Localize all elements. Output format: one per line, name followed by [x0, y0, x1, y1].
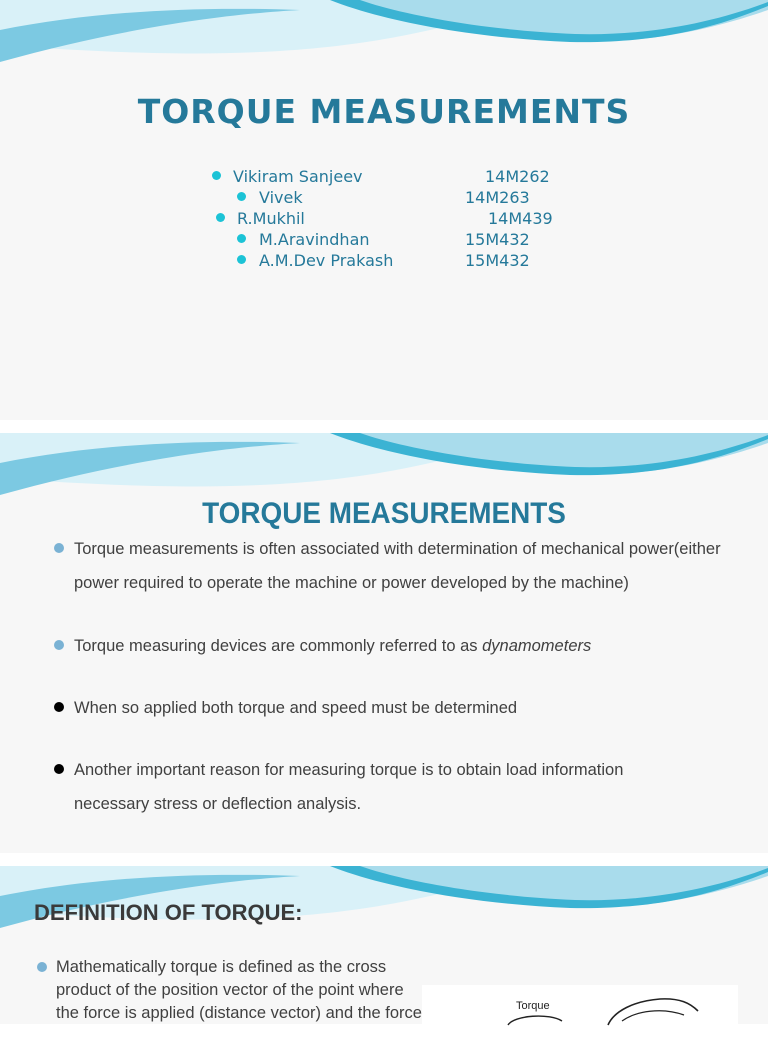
bullet-dot-icon — [237, 192, 246, 201]
torque-wrench-icon — [422, 985, 738, 1045]
bullet-text-plain: Torque measuring devices are commonly referred to as — [74, 637, 483, 655]
slide-1 — [0, 0, 768, 420]
author-id: 15M432 — [465, 230, 530, 249]
bullet-text: When so applied both torque and speed must be determined — [74, 699, 518, 717]
bullet-text-emphasis: dynamometers — [482, 637, 592, 655]
bullet-text: Torque measurements is often associated with determination of mechanical power(either power required to operate the machine or power developed by the machine) — [74, 540, 721, 592]
bullet-dot-icon — [212, 171, 221, 180]
slide2-title: TORQUE MEASUREMENTS — [202, 497, 566, 530]
slide3-title: DEFINITION OF TORQUE: — [34, 900, 303, 925]
bullet-dot-icon — [237, 255, 246, 264]
bullet-text — [74, 629, 724, 663]
bullet-dot-icon — [54, 543, 64, 553]
bullet-dot-icon — [37, 962, 47, 972]
author-name: M.Aravindhan — [259, 230, 370, 249]
author-name: R.Mukhil — [237, 209, 305, 228]
bullet-text: Mathematically torque is defined as the cross product of the position vector of the point where the force is applied (distance vector) and the force — [56, 958, 422, 1022]
author-name: Vikiram Sanjeev — [233, 167, 363, 186]
torque-figure — [422, 985, 738, 1045]
bullet-dot-icon — [54, 640, 64, 650]
slide1-title: TORQUE MEASUREMENTS — [137, 92, 631, 131]
bullet-text: Another important reason for measuring torque is to obtain load information necessary stress or deflection analysis. — [74, 761, 624, 813]
figure-label: Torque — [516, 1000, 550, 1012]
author-name: Vivek — [259, 188, 303, 207]
bullet-dot-icon — [54, 764, 64, 774]
bullet-dot-icon — [237, 234, 246, 243]
bullet-dot-icon — [216, 213, 225, 222]
author-list — [0, 0, 768, 300]
author-id: 14M439 — [488, 209, 553, 228]
bullet-dot-icon — [54, 702, 64, 712]
author-name: A.M.Dev Prakash — [259, 251, 394, 270]
author-id: 14M263 — [465, 188, 530, 207]
author-id: 14M262 — [485, 167, 550, 186]
author-id: 15M432 — [465, 251, 530, 270]
